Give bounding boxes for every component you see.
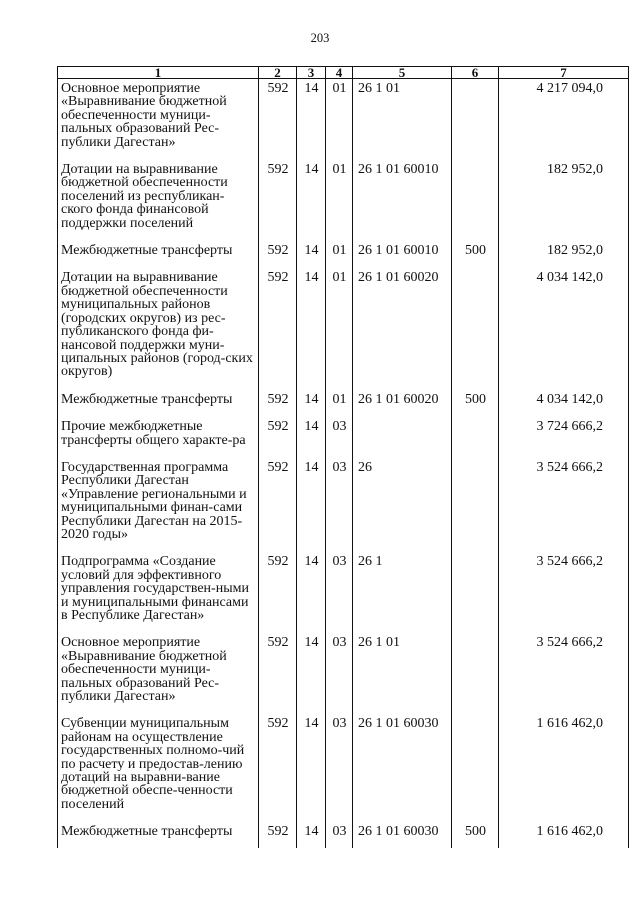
target-article-code: 26 1 01 <box>353 633 452 714</box>
amount: 4 034 142,0 <box>499 268 629 389</box>
page-number: 203 <box>310 31 330 45</box>
subsection-code: 03 <box>326 822 353 847</box>
target-article-code: 26 1 01 60010 <box>353 241 452 268</box>
subsection-code: 01 <box>326 241 353 268</box>
table-row <box>58 714 629 822</box>
ministry-code: 592 <box>259 390 297 417</box>
amount: 1 616 462,0 <box>499 822 629 847</box>
section-code: 14 <box>297 79 326 161</box>
ministry-code: 592 <box>259 552 297 633</box>
section-code: 14 <box>297 417 326 458</box>
ministry-code: 592 <box>259 458 297 552</box>
subsection-code: 03 <box>326 633 353 714</box>
column-header: 5 <box>353 67 452 79</box>
expense-type-code <box>452 633 499 714</box>
item-name: Государственная программа Республики Дагестан «Управление региональными и муниципальными финан-сами Республики Дагестан на 2015-2020 годы» <box>58 458 259 552</box>
target-article-code: 26 1 01 60020 <box>353 390 452 417</box>
amount: 4 217 094,0 <box>499 79 629 161</box>
amount: 3 524 666,2 <box>499 633 629 714</box>
amount: 182 952,0 <box>499 241 629 268</box>
table-row <box>58 79 629 161</box>
table-row <box>58 822 629 847</box>
expense-type-code <box>452 552 499 633</box>
subsection-code: 03 <box>326 417 353 458</box>
expense-type-code <box>452 79 499 161</box>
amount: 3 524 666,2 <box>499 552 629 633</box>
ministry-code: 592 <box>259 417 297 458</box>
expense-type-code <box>452 160 499 241</box>
budget-table <box>57 66 629 848</box>
target-article-code: 26 1 01 <box>353 79 452 161</box>
section-code: 14 <box>297 822 326 847</box>
amount: 3 724 666,2 <box>499 417 629 458</box>
table-row <box>58 390 629 417</box>
subsection-code: 01 <box>326 390 353 417</box>
subsection-code: 03 <box>326 714 353 822</box>
section-code: 14 <box>297 552 326 633</box>
target-article-code <box>353 417 452 458</box>
table-row <box>58 458 629 552</box>
column-header: 3 <box>297 67 326 79</box>
subsection-code: 01 <box>326 268 353 389</box>
section-code: 14 <box>297 268 326 389</box>
expense-type-code: 500 <box>452 822 499 847</box>
subsection-code: 01 <box>326 79 353 161</box>
item-name: Дотации на выравнивание бюджетной обеспеченности поселений из республикан-ского фонда финансовой поддержки поселений <box>58 160 259 241</box>
amount: 182 952,0 <box>499 160 629 241</box>
item-name: Прочие межбюджетные трансферты общего характе-ра <box>58 417 259 458</box>
subsection-code: 03 <box>326 552 353 633</box>
item-name: Межбюджетные трансферты <box>58 390 259 417</box>
section-code: 14 <box>297 458 326 552</box>
ministry-code: 592 <box>259 79 297 161</box>
expense-type-code <box>452 268 499 389</box>
section-code: 14 <box>297 241 326 268</box>
item-name: Межбюджетные трансферты <box>58 241 259 268</box>
ministry-code: 592 <box>259 633 297 714</box>
expense-type-code: 500 <box>452 241 499 268</box>
target-article-code: 26 1 01 60030 <box>353 822 452 847</box>
table-row <box>58 633 629 714</box>
table-body <box>58 79 629 848</box>
item-name: Субвенции муниципальным районам на осуществление государственных полномо-чий по расчету и предостав-лению дотаций на выравни-вание бюджетной обеспе-ченности поселений <box>58 714 259 822</box>
expense-type-code <box>452 458 499 552</box>
target-article-code: 26 1 01 60030 <box>353 714 452 822</box>
expense-type-code: 500 <box>452 390 499 417</box>
header-row <box>58 67 629 79</box>
column-header: 1 <box>58 67 259 79</box>
column-header: 2 <box>259 67 297 79</box>
target-article-code: 26 <box>353 458 452 552</box>
target-article-code: 26 1 01 60010 <box>353 160 452 241</box>
amount: 1 616 462,0 <box>499 714 629 822</box>
amount: 4 034 142,0 <box>499 390 629 417</box>
table-row <box>58 160 629 241</box>
table-row <box>58 552 629 633</box>
item-name: Основное мероприятие «Выравнивание бюджетной обеспеченности муници-пальных образований Рес-публики Дагестан» <box>58 79 259 161</box>
item-name: Основное мероприятие «Выравнивание бюджетной обеспеченности муници-пальных образований Рес-публики Дагестан» <box>58 633 259 714</box>
ministry-code: 592 <box>259 160 297 241</box>
section-code: 14 <box>297 160 326 241</box>
table-row <box>58 241 629 268</box>
expense-type-code <box>452 714 499 822</box>
item-name: Дотации на выравнивание бюджетной обеспеченности муниципальных районов (городских округов) из рес-публиканского фонда фи-нансовой поддержки муни-ципальных районов (город-ских округов) <box>58 268 259 389</box>
subsection-code: 01 <box>326 160 353 241</box>
amount: 3 524 666,2 <box>499 458 629 552</box>
section-code: 14 <box>297 633 326 714</box>
target-article-code: 26 1 01 60020 <box>353 268 452 389</box>
ministry-code: 592 <box>259 241 297 268</box>
section-code: 14 <box>297 390 326 417</box>
ministry-code: 592 <box>259 268 297 389</box>
column-header: 7 <box>499 67 629 79</box>
section-code: 14 <box>297 714 326 822</box>
table-row <box>58 268 629 389</box>
expense-type-code <box>452 417 499 458</box>
item-name: Межбюджетные трансферты <box>58 822 259 847</box>
item-name: Подпрограмма «Создание условий для эффективного управления государствен-ными и муниципальными финансами в Республике Дагестан» <box>58 552 259 633</box>
column-header: 4 <box>326 67 353 79</box>
column-header: 6 <box>452 67 499 79</box>
target-article-code: 26 1 <box>353 552 452 633</box>
table-row <box>58 417 629 458</box>
ministry-code: 592 <box>259 822 297 847</box>
ministry-code: 592 <box>259 714 297 822</box>
subsection-code: 03 <box>326 458 353 552</box>
